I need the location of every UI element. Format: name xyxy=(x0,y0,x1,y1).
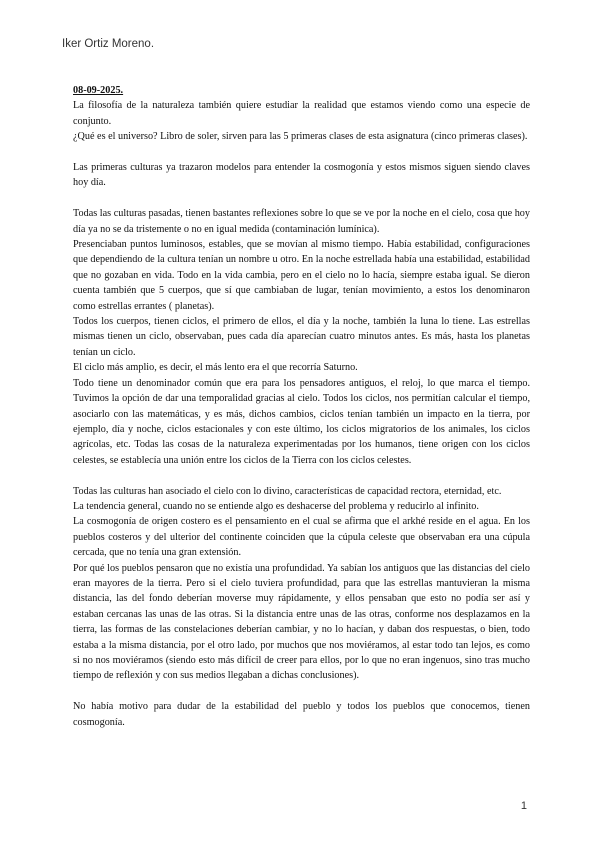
paragraph: Las primeras culturas ya trazaron modelos para entender la cosmogonía y estos mismos siguen siendo claves hoy día. xyxy=(73,162,530,189)
paragraph: La tendencia general, cuando no se entiende algo es deshacerse del problema y reducirlo al infinito. xyxy=(73,500,479,512)
page-number: 1 xyxy=(520,800,527,812)
paragraph: La filosofía de la naturaleza también quiere estudiar la realidad que estamos viendo como una especie de conjunto. xyxy=(73,100,530,127)
paragraph: El ciclo más amplio, es decir, el más lento era el que recorría Saturno. xyxy=(73,362,358,374)
paragraph: La cosmogonía de origen costero es el pensamiento en el cual se afirma que el arkhé reside en el agua. En los pueblos costeros y del ulterior del continente coinciden que la cúpula celeste que observaban era una cúpula cercada, que no tenía una gran extensión. xyxy=(73,516,530,559)
paragraph-spacer xyxy=(73,191,530,206)
paragraph: No había motivo para dudar de la estabilidad del pueblo y todos los pueblos que conocemos, tienen cosmogonía. xyxy=(73,701,530,728)
paragraph: Todos los cuerpos, tienen ciclos, el primero de ellos, el día y la noche, también la luna lo tiene. Las estrellas mismas tienen un ciclo, observaban, pues cada día aparecían cuatro minutos antes. Es más, hasta los planetas tenían un ciclo. xyxy=(73,316,530,358)
document-date: 08-09-2025. xyxy=(73,85,124,96)
paragraph: Todas las culturas pasadas, tienen bastantes reflexiones sobre lo que se ve por la noche en el cielo, cosa que hoy día ya no se da tristemente o no en igual medida (contaminación lumínica). xyxy=(73,208,530,235)
paragraph: Todas las culturas han asociado el cielo con lo divino, características de capacidad rectora, eternidad, etc. xyxy=(73,485,502,497)
document-author-header: Iker Ortiz Moreno. xyxy=(62,38,155,50)
paragraph: Por qué los pueblos pensaron que no existía una profundidad. Ya sabían los antiguos que las distancias del cielo eran mayores de la tierra. Pero si el cielo tuviera profundidad, para que las estrellas mantuvieran la misma distancia, las del fondo deberían moverse muy rápidamente, y ellos pensaban que esto no podía ser así y estaban cercanas las unas de las otras. Si la distancia entre unas de las otras, conforme nos desplazamos en la tierra, las formas de las constelaciones deberían cambiar, y no lo hacían, y daban dos respuestas, o bien, todo estaba a la misma distancia, por el otro lado, por muchos que nos moviéramos, al estar todo tan lejos, es como si no nos moviéramos (siendo esto más difícil de creer para ellos, por lo que no eran ingenuos, sino tras mucho tiempo de reflexión y con sus medios llegaban a dichas conclusiones). xyxy=(73,562,530,682)
paragraph-spacer xyxy=(73,468,530,483)
paragraph: Todo tiene un denominador común que era para los pensadores antiguos, el reloj, lo que marca el tiempo. Tuvimos la opción de dar una temporalidad gracias al cielo. Todos los ciclos, nos permitían calcular el tiempo, asociarlo con las matemáticas, y es más, dichos cambios, ciclos tenían también un impacto en la tierra, por ejemplo, día y noche, ciclos estacionales y con este último, los ciclos migratorios de los animales, los ciclos agrícolas, etc. Todas las cosas de la naturaleza experimentadas por los humanos, tiene origen con los ciclos celestes, se establecía una unión entre los ciclos de la Tierra con los ciclos celestes. xyxy=(73,377,530,466)
paragraph-spacer xyxy=(73,684,530,699)
paragraph-list xyxy=(73,98,530,730)
paragraph: Presenciaban puntos luminosos, estables, que se movían al mismo tiempo. Había estabilidad, configuraciones que dependiendo de la cultura tenían un nombre u otro. En la noche estrellada había una estabilidad, estabilidad que no gozaban en vida. Todo en la vida cambia, pero en el cielo no lo hacía, siempre estaba igual. Se dieron cuenta también que 5 cuerpos, que sí que cambiaban de lugar, tenían movimiento, a estos los denominaron como estrellas errantes ( planetas). xyxy=(73,239,530,312)
paragraph: ¿Qué es el universo? Libro de soler, sirven para las 5 primeras clases de esta asignatura (cinco primeras clases). xyxy=(73,131,528,143)
paragraph-spacer xyxy=(73,145,530,160)
document-body xyxy=(73,83,530,730)
